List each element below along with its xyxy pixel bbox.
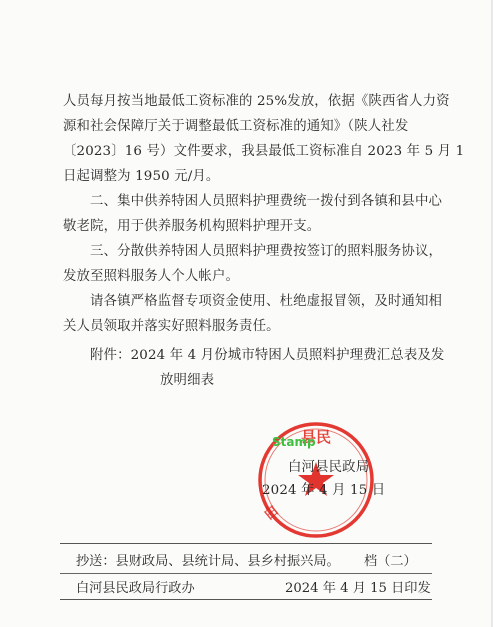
issuer: 白河县民政局行政办: [76, 581, 195, 596]
seal-text-top: 县民: [300, 428, 332, 446]
stamp-label: Stamp: [272, 435, 316, 449]
signature-org: 白河县民政局: [288, 460, 370, 475]
signature-date: 2024 年 4 月 15 日: [262, 483, 386, 498]
footer-rule-top: [60, 543, 432, 544]
body-line-3: 〔2023〕16 号）文件要求，我县最低工资标准自 2023 年 5 月 1: [63, 144, 465, 159]
body-line-8: 发放至照料服务人个人帐户。: [63, 269, 240, 284]
body-line-2: 源和社会保障厅关于调整最低工资标准的通知》（陕人社发: [63, 119, 409, 134]
attachment-line-1: 附件：2024 年 4 月份城市特困人员照料护理费汇总表及发: [90, 348, 445, 363]
seal-text-side: 白: [260, 502, 282, 524]
footer-rule-bottom: [60, 599, 432, 600]
issue-date: 2024 年 4 月 15 日印发: [285, 581, 431, 596]
attachment-line-2: 放明细表: [160, 373, 215, 388]
archive-mark: 档（二）: [364, 554, 417, 569]
body-line-4: 日起调整为 1950 元/月。: [63, 169, 220, 184]
body-line-9: 请各镇严格监督专项资金使用、杜绝虚报冒领，及时通知相: [90, 294, 443, 309]
body-line-5: 二、集中供养特困人员照料护理费统一拨付到各镇和县中心: [90, 194, 443, 209]
body-line-6: 敬老院，用于供养服务机构照料护理开支。: [63, 219, 321, 234]
body-line-10: 关人员领取并落实好照料服务责任。: [63, 319, 280, 334]
body-line-7: 三、分散供养特困人员照料护理费按签订的照料服务协议，: [90, 244, 443, 259]
footer-rule-middle: [60, 573, 432, 574]
cc-list: 抄送：县财政局、县统计局、县乡村振兴局。: [76, 554, 340, 569]
body-line-1: 人员每月按当地最低工资标准的 25%发放，依据《陕西省人力资: [63, 94, 450, 109]
